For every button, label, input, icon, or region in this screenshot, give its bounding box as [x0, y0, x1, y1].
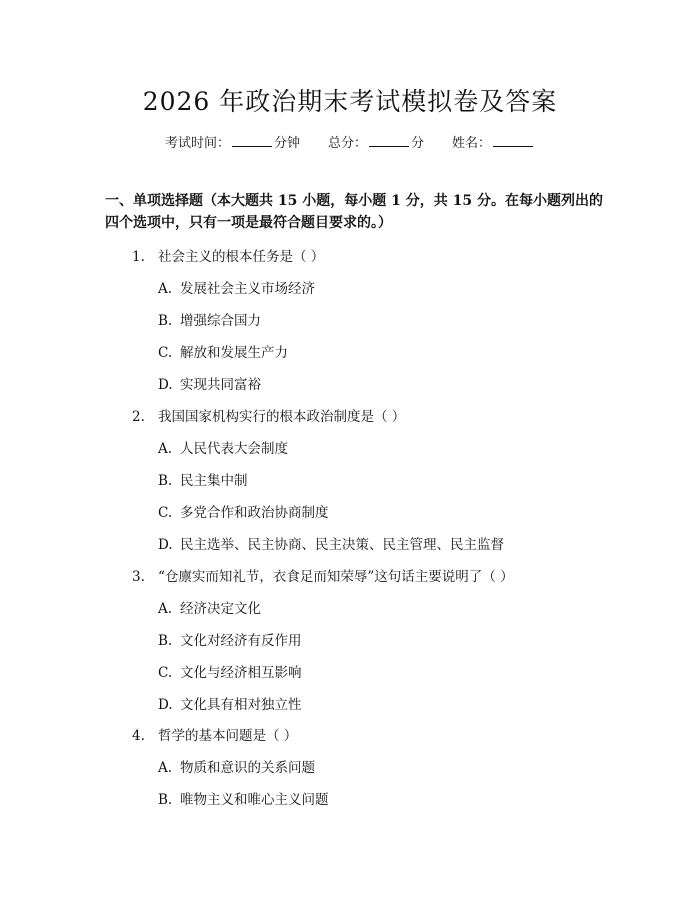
question-text: 哲学的基本问题是（ ） — [158, 728, 298, 744]
time-label: 考试时间： — [164, 136, 230, 151]
name-blank — [493, 134, 533, 147]
option-letter: D. — [158, 537, 173, 553]
option — [158, 756, 315, 776]
score-label: 总分： — [327, 136, 367, 151]
question-number: 4. — [132, 728, 145, 744]
option-letter: B. — [158, 633, 173, 649]
option-letter: A. — [158, 281, 173, 297]
question-number: 3. — [132, 569, 145, 585]
question-text: “仓廪实而知礼节，衣食足而知荣辱”这句话主要说明了（ ） — [158, 569, 514, 585]
score-blank — [369, 134, 409, 147]
option-text: 人民代表大会制度 — [180, 441, 288, 457]
option-text: 民主集中制 — [180, 473, 248, 489]
option — [158, 437, 288, 457]
option-letter: A. — [158, 760, 173, 776]
option-text: 文化对经济有反作用 — [180, 633, 302, 649]
question — [132, 724, 297, 744]
option-letter: D. — [158, 697, 173, 713]
option-letter: C. — [158, 345, 173, 361]
option — [158, 629, 302, 649]
option-text: 文化具有相对独立性 — [180, 697, 302, 713]
option-letter: A. — [158, 601, 173, 617]
option-text: 增强综合国力 — [180, 313, 261, 329]
option-text: 文化与经济相互影响 — [180, 665, 302, 681]
option — [158, 309, 261, 329]
option-text: 发展社会主义市场经济 — [180, 281, 315, 297]
question-number: 2. — [132, 409, 145, 425]
option — [158, 341, 288, 361]
option-letter: B. — [158, 792, 173, 808]
name-label: 姓名： — [452, 136, 492, 151]
option-letter: B. — [158, 313, 173, 329]
option — [158, 693, 302, 713]
option — [158, 501, 329, 521]
score-unit: 分 — [411, 136, 425, 151]
option-text: 民主选举、民主协商、民主决策、民主管理、民主监督 — [180, 537, 504, 553]
time-blank — [232, 134, 272, 147]
option-letter: B. — [158, 473, 173, 489]
option-text: 物质和意识的关系问题 — [180, 760, 315, 776]
question-text: 社会主义的根本任务是（ ） — [158, 249, 325, 265]
option-text: 实现共同富裕 — [180, 377, 261, 393]
question — [132, 405, 405, 425]
option — [158, 597, 261, 617]
option — [158, 277, 315, 297]
option — [158, 661, 302, 681]
option — [158, 533, 504, 553]
exam-info-line — [0, 132, 700, 151]
option-letter: A. — [158, 441, 173, 457]
option — [158, 788, 329, 808]
option-text: 多党合作和政治协商制度 — [180, 505, 329, 521]
option-text: 经济决定文化 — [180, 601, 261, 617]
option-letter: C. — [158, 505, 173, 521]
question-text: 我国国家机构实行的根本政治制度是（ ） — [158, 409, 406, 425]
time-unit: 分钟 — [273, 136, 300, 151]
option-text: 解放和发展生产力 — [180, 345, 288, 361]
option — [158, 469, 248, 489]
page-title: 2026 年政治期末考试模拟卷及答案 — [142, 87, 558, 116]
question — [132, 245, 324, 265]
question — [132, 565, 514, 585]
option — [158, 373, 261, 393]
option-letter: D. — [158, 377, 173, 393]
option-text: 唯物主义和唯心主义问题 — [180, 792, 329, 808]
option-letter: C. — [158, 665, 173, 681]
question-number: 1. — [132, 249, 145, 265]
section-heading: 一、单项选择题（本大题共 15 小题，每小题 1 分，共 15 分。在每小题列出的四个选项中，只有一项是最符合题目要求的。） — [105, 193, 603, 231]
